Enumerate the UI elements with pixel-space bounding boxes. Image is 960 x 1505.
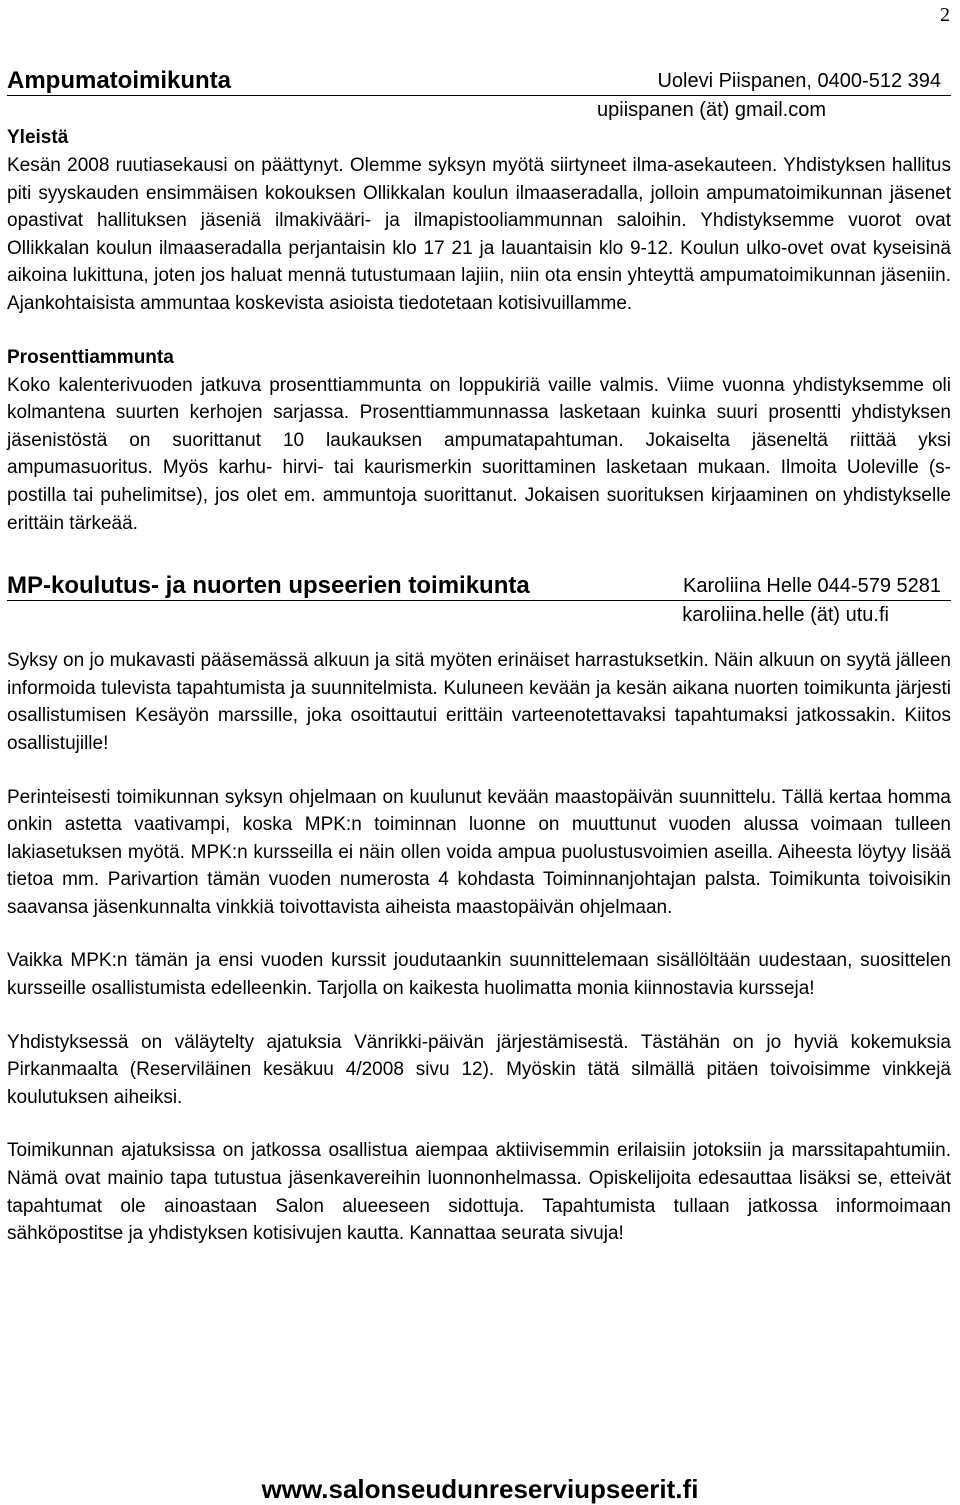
paragraph: Syksy on jo mukavasti pääsemässä alkuun ja sitä myöten erinäiset harrastuksetkin. Näin alkuun on syytä jälleen informoida tulevista tapahtumista ja suunnitelmista. Kuluneen kevään ja kesän aikana nuorten toimikunta järjesti osallistumisen Kesäyön marssille, joka osoittautui erittäin varteenotettavaksi tapahtumaksi jatkossakin. Kiitos osallistujille! [7,650,951,754]
section-mp-koulutus [7,565,951,1248]
contact-name: Uolevi Piispanen, 0400-512 394 [657,70,941,92]
contact-email: karoliina.helle (ät) utu.fi [682,604,889,627]
section-ampumatoimikunta [7,62,951,537]
section-title: Ampumatoimikunta [7,67,232,94]
paragraph: Yhdistyksessä on väläytelty ajatuksia Vänrikki-päivän järjestämisestä. Tästähän on jo hyviä kokemuksia Pirkanmaalta (Reserviläinen kesäkuu 4/2008 sivu 12). Myöskin tätä silmällä pitäen toivoisimme vinkkejä koulutuksen aiheiksi. [7,1031,951,1108]
contact-email: upiispanen (ät) gmail.com [597,99,826,121]
subsection-heading: Yleistä [7,127,69,148]
document-body [7,62,951,1248]
paragraph: Vaikka MPK:n tämän ja ensi vuoden kurssit joudutaankin suunnittelemaan sisällöltään uudestaan, suosittelen kursseille osallistumista edelleenkin. Tarjolla on kaikesta huolimatta monia kiinnostavia kursseja! [7,950,951,1000]
paragraph: Perinteisesti toimikunnan syksyn ohjelmaan on kuulunut kevään maastopäivän suunnittelu. Tällä kertaa homma onkin astetta vaativampi, koska MPK:n toiminnan luonne on muuttunut vuoden alussa voimaan tulleen lakiasetuksen myötä. MPK:n kursseilla ei näin ollen voida ampua puolustusvoimien aseilla. Aiheesta löytyy lisää tietoa mm. Parivartion tämän vuoden numerosta 4 kohdasta Toiminnanjohtajan palsta. Toimikunta toivoisikin saavansa jäsenkunnalta vinkkiä toivottavista aiheista maastopäivän ohjelmaan. [7,786,951,918]
footer-url: www.salonseudunreserviupseerit.fi [261,1474,699,1504]
section-header [7,565,951,601]
section-header [7,62,951,96]
subsection-heading: Prosenttiammunta [7,346,174,368]
section-title: MP-koulutus- ja nuorten upseerien toimikunta [7,572,530,600]
paragraph: Toimikunnan ajatuksissa on jatkossa osallistua aiempaa aktiivisemmin erilaisiin jotoksiin ja marssitapahtumiin. Nämä ovat mainio tapa tutustua jäsenkavereihin luonnonhelmassa. Opiskelijoita edesauttaa lisäksi se, etteivät tapahtumat ole ainoastaan Salon alueeseen sidottuja. Tapahtumista tullaan jatkossa informoimaan sähköpostitse ja yhdistyksen kotisivujen kautta. Kannattaa seurata sivuja! [7,1140,951,1245]
paragraph: Kesän 2008 ruutiasekausi on päättynyt. Olemme syksyn myötä siirtyneet ilma-asekauteen. Yhdistyksen hallitus piti syyskauden ensimmäisen kokouksen Ollikkalan koulun ilmaaseradalla, jolloin ampumatoimikunnan jäsenet opastivat hallituksen jäseniä ilmakivääri- ja ilmapistooliammunnan saloihin. Yhdistyksemme vuorot ovat Ollikkalan koulun ilmaaseradalla perjantaisin klo 17 21 ja lauantaisin klo 9-12. Koulun ulko-ovet ovat kyseisinä aikoina lukittuna, joten jos haluat mennä tutustumaan lajiin, niin ota ensin yhteyttä ampumatoimikunnan jäseniin. Ajankohtaisista ammuntaa koskevista asioista tiedotetaan kotisivuillamme. [7,155,951,314]
paragraph: Koko kalenterivuoden jatkuva prosenttiammunta on loppukiriä vaille valmis. Viime vuonna yhdistyksemme oli kolmantena suurten kerhojen sarjassa. Prosenttiammunnassa lasketaan kuinka suuri prosentti yhdistyksen jäsenistöstä on suorittanut 10 laukauksen ampumatapahtuman. Jokaiselta jäseneltä riittää yksi ampumasuoritus. Myös karhu- hirvi- tai kaurismerkin suorittaminen lasketaan mukaan. Ilmoita Uoleville (s-postilla tai puhelimitse), jos olet em. ammuntoja suorittanut. Jokaisen suorituksen kirjaaminen on yhdistykselle erittäin tärkeää. [7,374,951,534]
contact-name: Karoliina Helle 044-579 5281 [683,575,941,598]
page-number: 2 [940,4,950,26]
